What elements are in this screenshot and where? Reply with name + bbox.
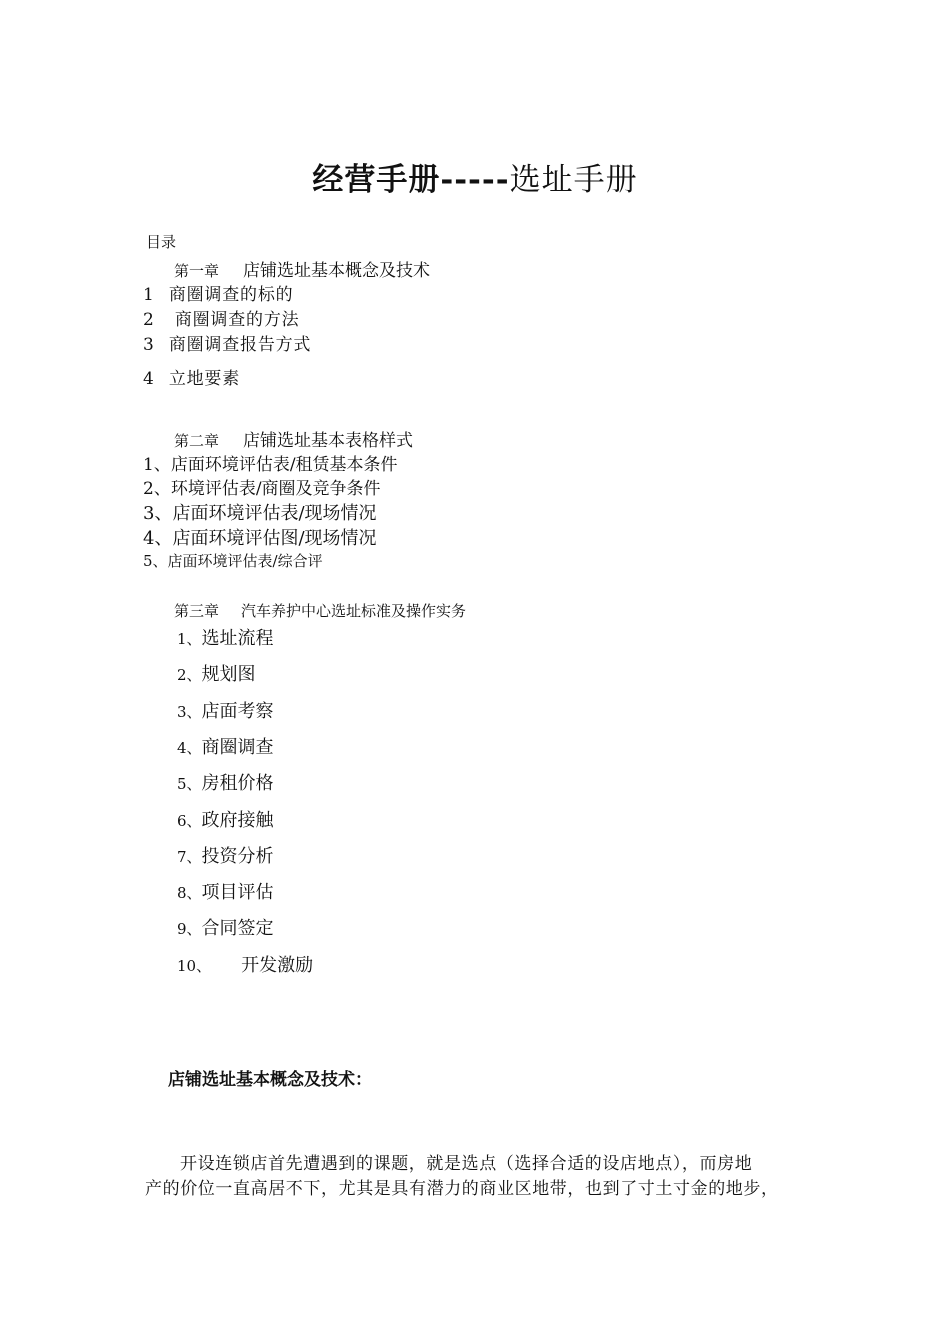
item-text: 合同签定 bbox=[201, 918, 274, 939]
item-number: 3 bbox=[143, 335, 154, 355]
item-number: 7、 bbox=[177, 848, 202, 866]
chapter3-item bbox=[177, 842, 274, 868]
chapter2-item: 3、店面环境评估表/现场情况 bbox=[143, 503, 377, 524]
item-text: 商圈调查的标的 bbox=[168, 285, 294, 305]
chapter3-item bbox=[177, 624, 274, 650]
item-number: 1 bbox=[143, 285, 154, 305]
chapter1-item bbox=[143, 364, 240, 389]
item-number: 4 bbox=[143, 369, 154, 389]
chapter3-number: 第三章 bbox=[174, 602, 220, 620]
chapter2-number: 第二章 bbox=[174, 432, 220, 450]
chapter1-title: 店铺选址基本概念及技术 bbox=[243, 261, 431, 281]
chapter3-item bbox=[177, 878, 274, 904]
item-text: 开发激励 bbox=[241, 955, 314, 976]
item-text: 立地要素 bbox=[168, 369, 241, 389]
chapter1-item bbox=[143, 330, 311, 355]
section-heading: 店铺选址基本概念及技术： bbox=[168, 1070, 372, 1090]
toc-label: 目录 bbox=[146, 233, 177, 251]
item-text: 投资分析 bbox=[201, 846, 274, 867]
document-title bbox=[0, 156, 950, 204]
item-text: 商圈调查的方法 bbox=[174, 310, 300, 330]
chapter3-item bbox=[177, 806, 274, 832]
item-number: 10、 bbox=[177, 957, 212, 975]
item-text: 项目评估 bbox=[201, 882, 274, 903]
item-number: 6、 bbox=[177, 812, 202, 830]
title-bold-part: 经营手册----- bbox=[312, 162, 510, 198]
chapter3-item bbox=[177, 951, 313, 977]
chapter2-item: 2、环境评估表/商圈及竞争条件 bbox=[143, 479, 381, 499]
chapter2-item: 5、店面环境评估表/综合评 bbox=[143, 552, 323, 570]
item-number: 2 bbox=[143, 310, 154, 330]
paragraph-line: 开设连锁店首先遭遇到的课题，就是选点（选择合适的设店地点），而房地 bbox=[180, 1154, 753, 1174]
item-text: 商圈调查报告方式 bbox=[168, 335, 312, 355]
item-text: 房租价格 bbox=[201, 773, 274, 794]
chapter1-number: 第一章 bbox=[174, 262, 220, 280]
chapter3-item bbox=[177, 697, 274, 723]
item-number: 1、 bbox=[177, 630, 202, 648]
item-text: 商圈调查 bbox=[201, 737, 274, 758]
chapter3-title: 汽车养护中心选址标准及操作实务 bbox=[241, 602, 467, 620]
item-number: 5、 bbox=[177, 775, 202, 793]
item-text: 选址流程 bbox=[201, 628, 274, 649]
chapter2-item: 1、店面环境评估表/租赁基本条件 bbox=[143, 455, 398, 475]
item-number: 2、 bbox=[177, 666, 202, 684]
chapter3-item bbox=[177, 914, 274, 940]
chapter1-item bbox=[143, 280, 293, 305]
item-number: 4、 bbox=[177, 739, 202, 757]
chapter2-item: 4、店面环境评估图/现场情况 bbox=[143, 528, 377, 549]
chapter2-heading bbox=[174, 426, 413, 451]
paragraph-line: 产的价位一直高居不下，尤其是具有潜力的商业区地带，也到了寸土寸金的地步， bbox=[145, 1179, 779, 1199]
item-number: 3、 bbox=[177, 703, 202, 721]
title-normal-part: 选址手册 bbox=[509, 162, 638, 198]
item-number: 9、 bbox=[177, 920, 202, 938]
chapter1-heading bbox=[174, 256, 430, 281]
chapter3-item bbox=[177, 733, 274, 759]
item-number: 8、 bbox=[177, 884, 202, 902]
chapter3-item bbox=[177, 769, 274, 795]
chapter1-item bbox=[143, 305, 299, 330]
item-text: 店面考察 bbox=[201, 701, 274, 722]
chapter2-title: 店铺选址基本表格样式 bbox=[243, 431, 414, 451]
chapter3-heading bbox=[174, 600, 466, 621]
item-text: 政府接触 bbox=[201, 810, 274, 831]
chapter3-item bbox=[177, 660, 256, 686]
item-text: 规划图 bbox=[201, 664, 256, 685]
